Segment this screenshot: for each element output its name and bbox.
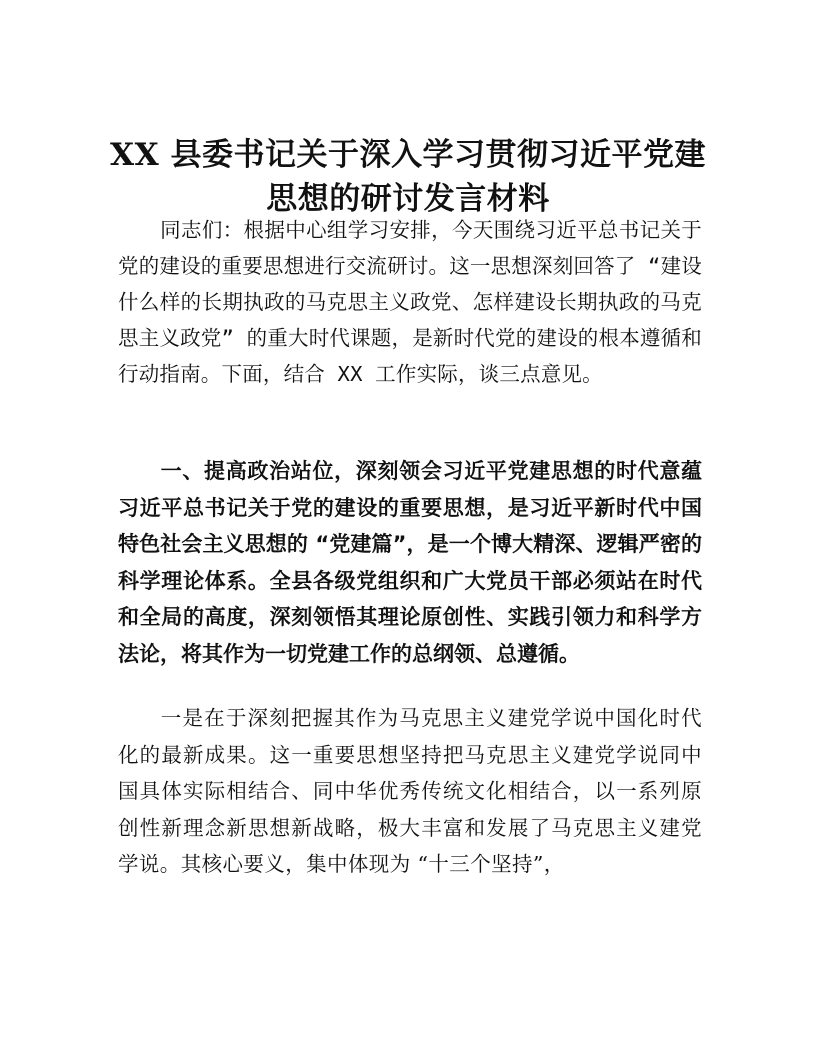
- intro-text: 同志们：根据中心组学习安排，今天围绕习近平总书记关于党的建设的重要思想进行交流研讨。这一思想深刻回答了 “建设什么样的长期执政的马克思主义政党、怎样建设长期执政的马克思主义政党” 的重大时代课题，是新时代党的建设的根本遵循和行动指南。下面，结合 XX 工作实际，谈三点意见。: [118, 218, 702, 386]
- section-1-heading: 一、提高政治站位，深刻领会习近平党建思想的时代意蕴: [160, 459, 702, 483]
- section-1-paragraph: [118, 453, 702, 672]
- document-title: [100, 133, 716, 221]
- intro-paragraph: [118, 212, 702, 392]
- title-line-2: 思想的研讨发言材料: [266, 180, 550, 217]
- point-1-text: 一是在于深刻把握其作为马克思主义建党学说中国化时代化的最新成果。这一重要思想坚持把马克思主义建党学说同中国具体实际相结合、同中华优秀传统文化相结合，以一系列原创性新理念新思想新战略，极大丰富和发展了马克思主义建党学说。其核心要义，集中体现为 “十三个坚持”，: [118, 706, 702, 876]
- point-1-paragraph: [118, 700, 702, 883]
- section-1-body: 习近平总书记关于党的建设的重要思想，是习近平新时代中国特色社会主义思想的 “党建篇”，是一个博大精深、逻辑严密的科学理论体系。全县各级党组织和广大党员干部必须站在时代和全局的高度，深刻领悟其理论原创性、实践引领力和科学方法论，将其作为一切党建工作的总纲领、总遵循。: [118, 495, 702, 666]
- title-line-1: XX 县委书记关于深入学习贯彻习近平党建: [110, 136, 706, 173]
